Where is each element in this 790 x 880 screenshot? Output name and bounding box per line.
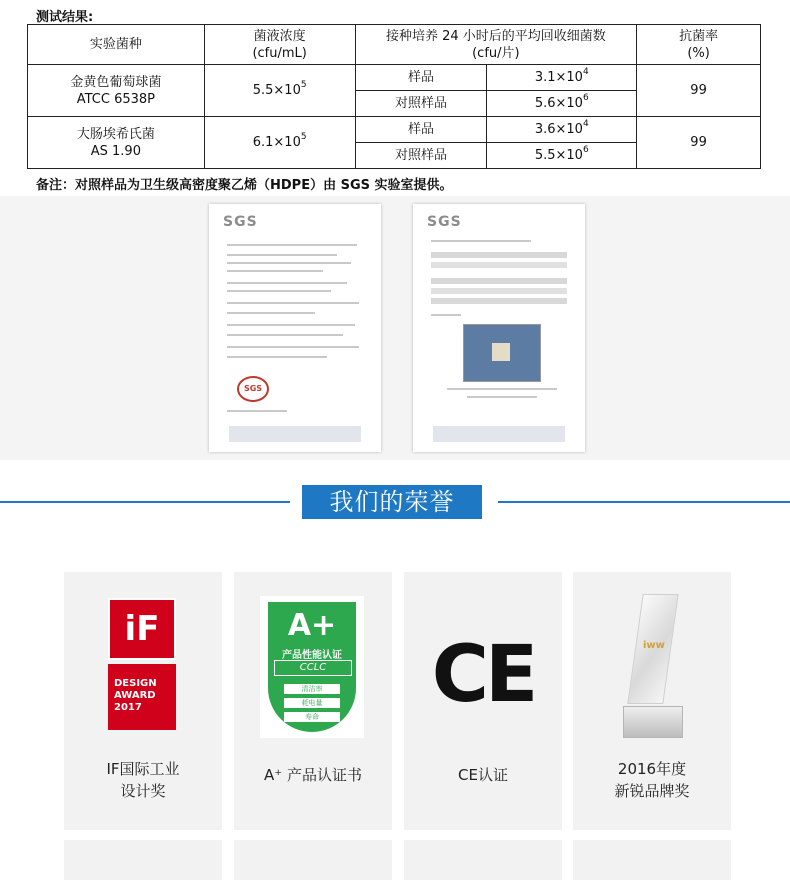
title-rule-right [498, 501, 790, 503]
award-card[interactable] [64, 840, 222, 880]
award-caption: A⁺ 产品认证书 [264, 766, 362, 784]
honors-title: 我们的荣誉 [302, 485, 482, 519]
award-caption: 2016年度 新锐品牌奖 [614, 760, 690, 800]
award-card[interactable] [234, 840, 392, 880]
sample-label: 样品 [355, 117, 487, 143]
header-concentration: 菌液浓度 (cfu/mL) [204, 25, 355, 65]
strain-cell: 金黄色葡萄球菌 ATCC 6538P [28, 65, 205, 117]
if-design-award-logo: iF DESIGN AWARD 2017 [108, 598, 176, 730]
a-plus-certification-logo: A+ 产品性能认证 CCLC 清洁率 耗电量 寿命 [260, 596, 364, 738]
award-caption: IF国际工业 设计奖 [106, 760, 180, 800]
award-card-a-plus[interactable] [234, 572, 392, 830]
sample-value: $3.6\times 10^4$ [487, 117, 637, 143]
results-title: 测试结果: [36, 10, 94, 25]
sgs-stamp: SGS [237, 376, 269, 402]
sgs-report-page-2[interactable] [413, 204, 585, 452]
header-strain: 实验菌种 [28, 25, 205, 65]
control-label: 对照样品 [355, 91, 487, 117]
sgs-logo: SGS [427, 214, 462, 230]
report-footer [229, 426, 361, 442]
table-row [28, 65, 761, 91]
remark-note: 备注：对照样品为卫生级高密度聚乙烯（HDPE）由 SGS 实验室提供。 [36, 178, 453, 193]
control-value: $5.5\times 10^6$ [487, 143, 637, 169]
award-card-if[interactable] [64, 572, 222, 830]
rate-cell: 99 [637, 65, 761, 117]
title-rule-left [0, 501, 290, 503]
ce-mark-logo: CE [431, 630, 535, 720]
award-card[interactable] [404, 840, 562, 880]
award-card-ce[interactable] [404, 572, 562, 830]
report-footer [433, 426, 565, 442]
sgs-logo: SGS [223, 214, 258, 230]
sample-value: $3.1\times 10^4$ [487, 65, 637, 91]
concentration-cell: $6.1\times 10^5$ [204, 117, 355, 169]
sample-photo [463, 324, 541, 382]
results-table [27, 24, 761, 169]
award-card-trophy[interactable] [573, 572, 731, 830]
table-row [28, 117, 761, 143]
control-value: $5.6\times 10^6$ [487, 91, 637, 117]
header-antibacterial-rate: 抗菌率 (%) [637, 25, 761, 65]
strain-cell: 大肠埃希氏菌 AS 1.90 [28, 117, 205, 169]
trophy-image: iww [617, 590, 689, 740]
sample-label: 样品 [355, 65, 487, 91]
concentration-cell: $5.5\times 10^5$ [204, 65, 355, 117]
sgs-report-page-1[interactable] [209, 204, 381, 452]
certificate-band [0, 196, 790, 460]
table-header-row [28, 25, 761, 65]
rate-cell: 99 [637, 117, 761, 169]
header-recovered-count: 接种培养 24 小时后的平均回收细菌数 (cfu/片) [355, 25, 637, 65]
control-label: 对照样品 [355, 143, 487, 169]
award-card[interactable] [573, 840, 731, 880]
award-caption: CE认证 [458, 766, 508, 784]
